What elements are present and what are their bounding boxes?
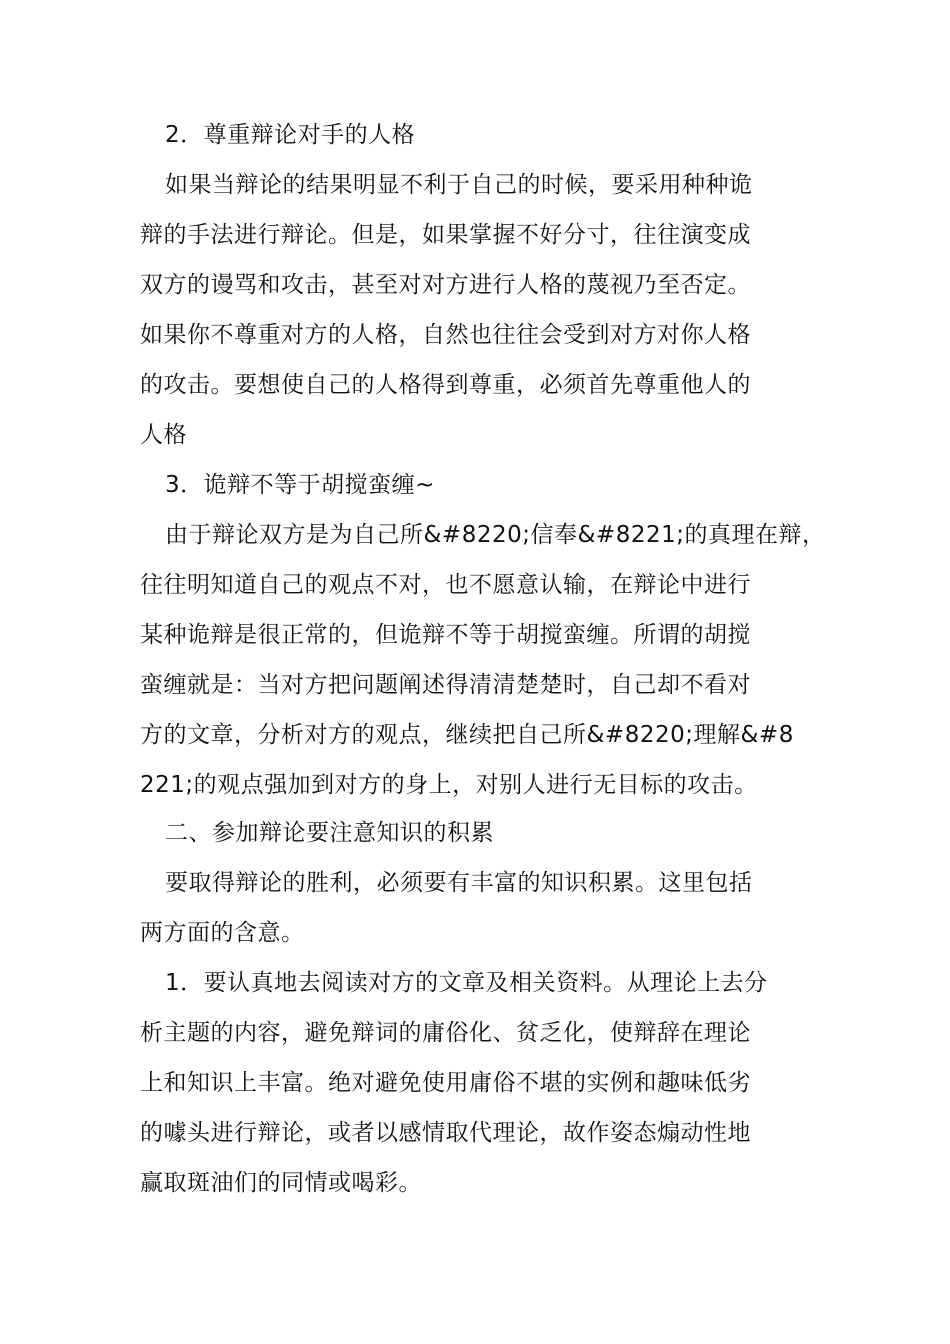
paragraph-line: 221;的观点强加到对方的身上，对别人进行无目标的攻击。	[140, 772, 758, 798]
paragraph-line: 往往明知道自己的观点不对，也不愿意认输，在辩论中进行	[140, 572, 751, 598]
paragraph-line: 双方的谩骂和攻击，甚至对对方进行人格的蔑视乃至否定。	[140, 272, 751, 298]
paragraph-line: 析主题的内容，避免辩词的庸俗化、贫乏化，使辩辞在理论	[140, 1020, 751, 1046]
paragraph-line: 1．要认真地去阅读对方的文章及相关资料。从理论上去分	[165, 970, 768, 996]
paragraph-line: 蛮缠就是：当对方把问题阐述得清清楚楚时，自己却不看对	[140, 672, 751, 698]
paragraph-line: 赢取斑油们的同情或喝彩。	[140, 1170, 422, 1196]
section-heading-knowledge: 二、参加辩论要注意知识的积累	[165, 820, 494, 846]
paragraph-line: 某种诡辩是很正常的，但诡辩不等于胡搅蛮缠。所谓的胡搅	[140, 622, 751, 648]
paragraph-line: 要取得辩论的胜利，必须要有丰富的知识积累。这里包括	[165, 870, 753, 896]
paragraph-line: 上和知识上丰富。绝对避免使用庸俗不堪的实例和趣味低劣	[140, 1070, 751, 1096]
paragraph-line: 辩的手法进行辩论。但是，如果掌握不好分寸，往往演变成	[140, 222, 751, 248]
paragraph-line: 的噱头进行辩论，或者以感情取代理论，故作姿态煽动性地	[140, 1120, 751, 1146]
paragraph-line: 方的文章，分析对方的观点，继续把自己所&#8220;理解&#8	[140, 722, 794, 748]
paragraph-line: 的攻击。要想使自己的人格得到尊重，必须首先尊重他人的	[140, 372, 751, 398]
paragraph-line: 如果你不尊重对方的人格，自然也往往会受到对方对你人格	[140, 322, 751, 348]
heading-respect-opponent: 2．尊重辩论对手的人格	[165, 122, 416, 148]
paragraph-line: 人格	[140, 422, 187, 448]
paragraph-line: 两方面的含意。	[140, 920, 305, 946]
heading-sophistry: 3．诡辩不等于胡搅蛮缠~	[165, 472, 435, 498]
paragraph-line: 如果当辩论的结果明显不利于自己的时候，要采用种种诡	[165, 172, 753, 198]
paragraph-line: 由于辩论双方是为自己所&#8220;信奉&#8221;的真理在辩，	[165, 522, 826, 548]
